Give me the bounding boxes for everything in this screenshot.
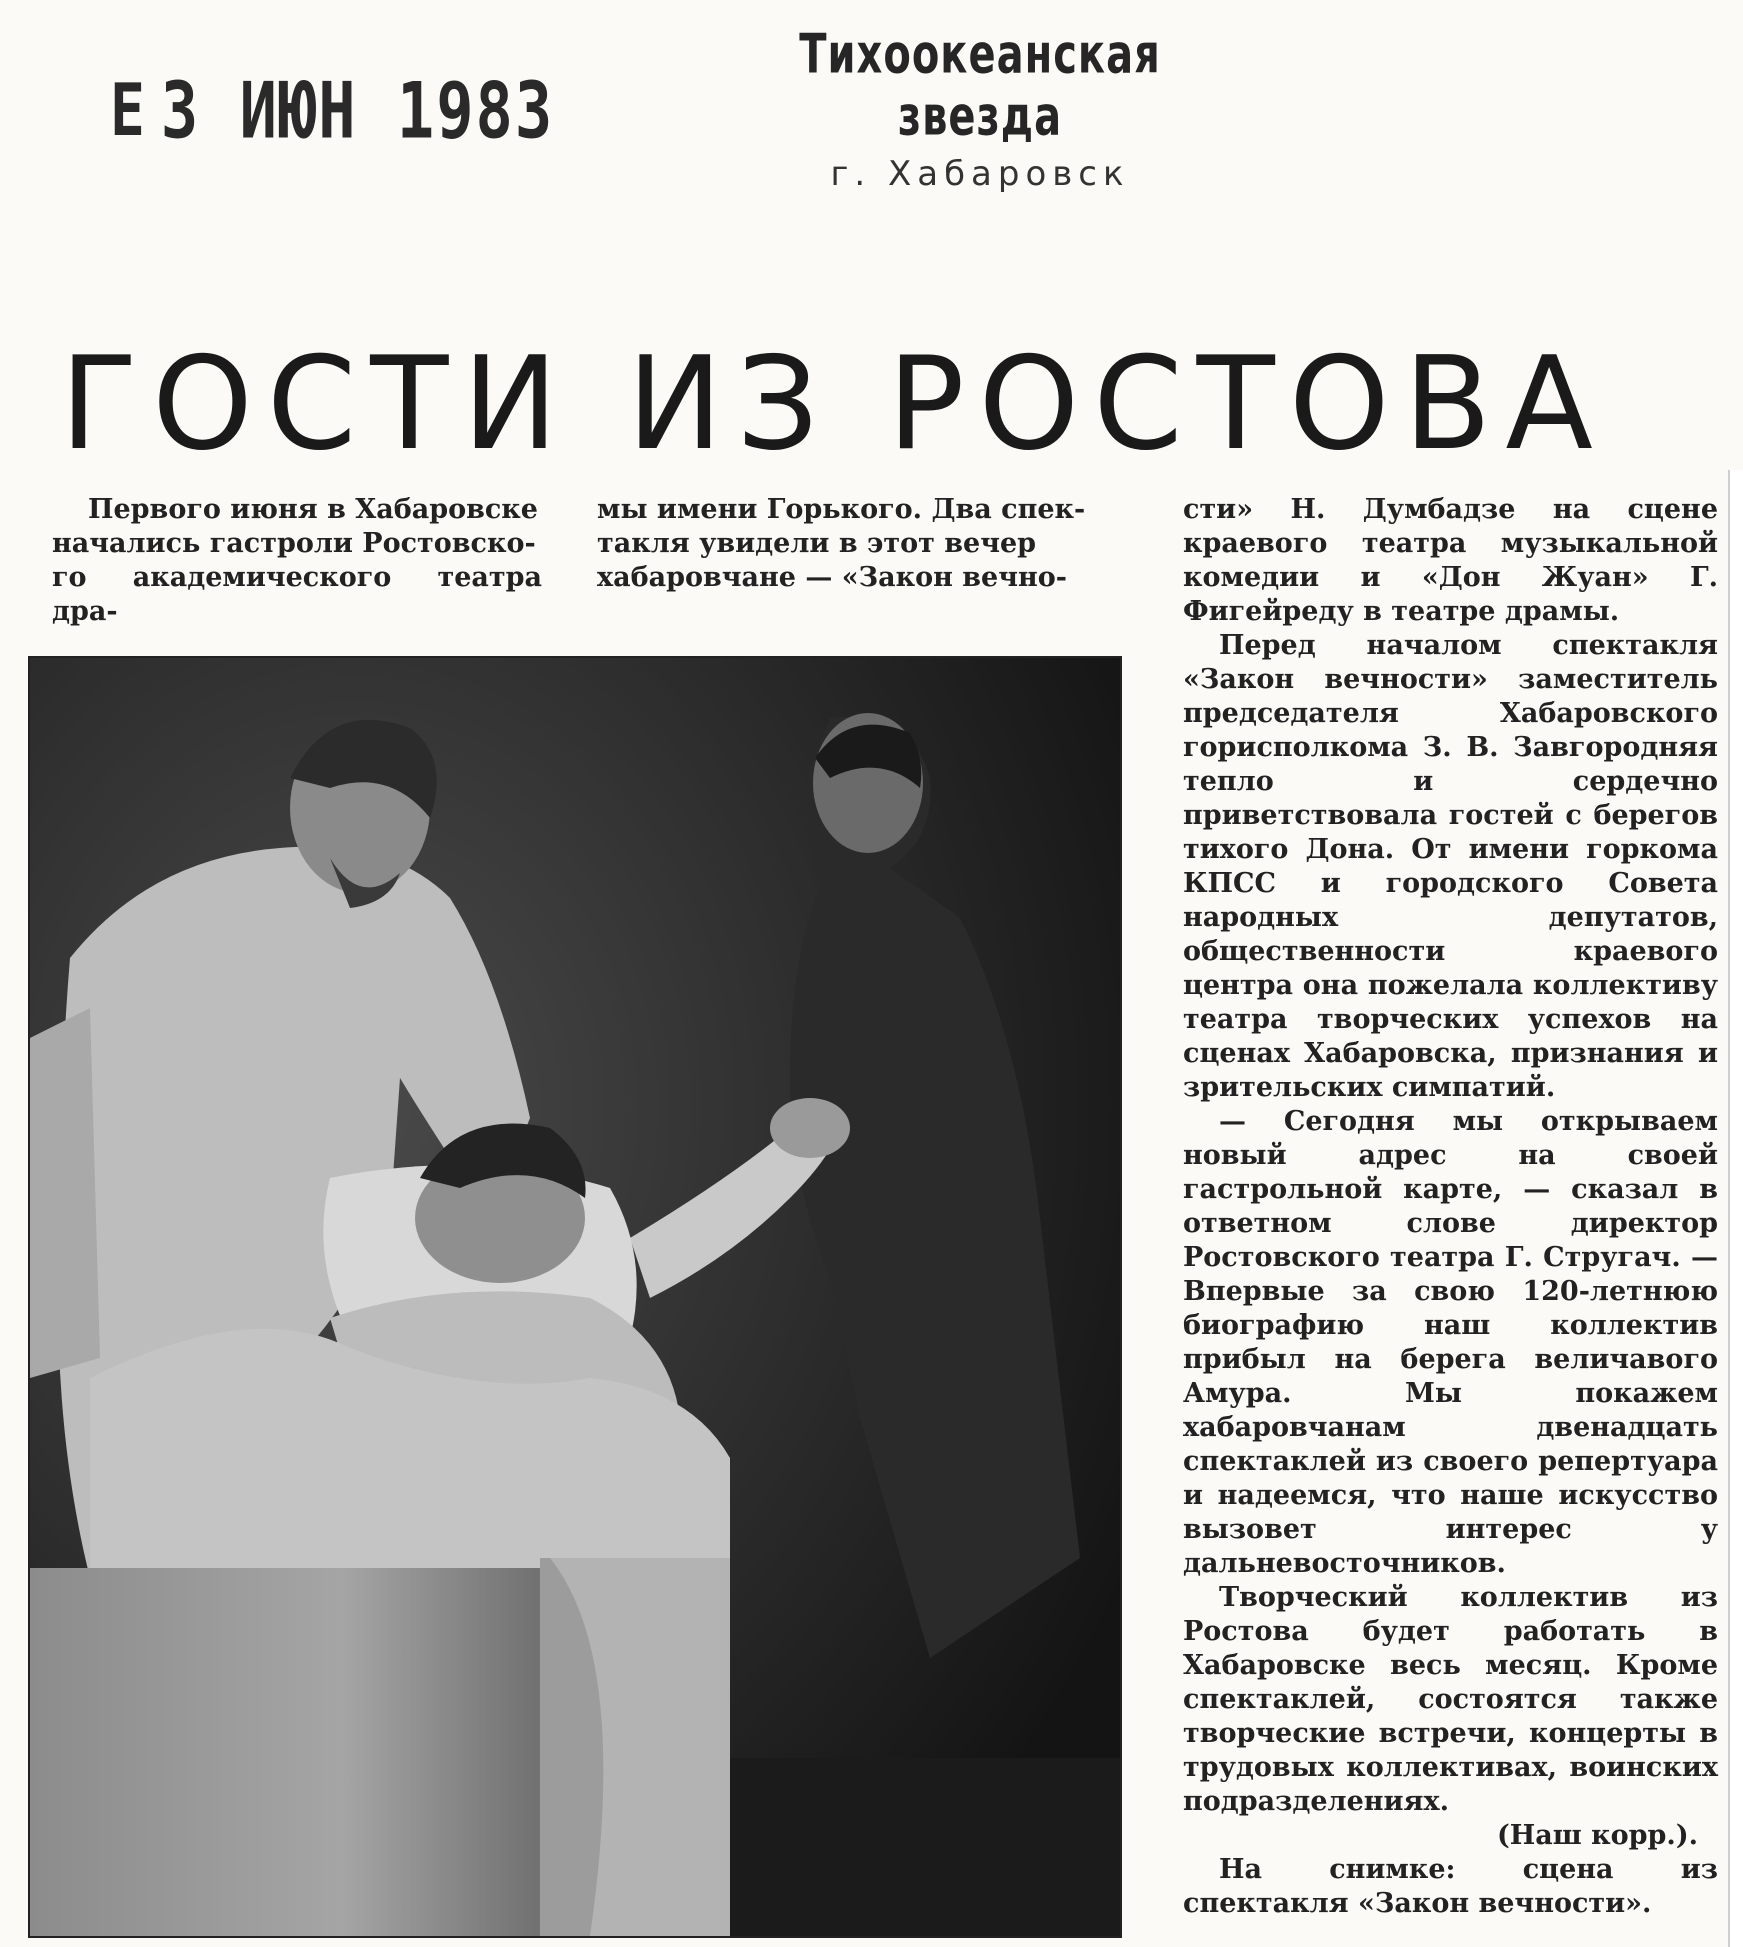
text-line: такля увидели в этот вечер — [597, 528, 1037, 559]
paragraph: сти» Н. Думбадзе на сцене краевого театра музыкальной комедии и «Дон Жуан» Г. Фигейреду в театре драмы. — [1183, 494, 1718, 627]
article-column-2 — [597, 493, 1129, 595]
signature: (Наш корр.). — [1496, 1820, 1698, 1851]
masthead — [720, 23, 1240, 194]
text-line: начались гастроли Ростовско- — [52, 528, 536, 559]
text-line: го академического театра дра- — [52, 562, 542, 627]
paragraph: Перед началом спектакля «Закон вечности» заместитель председателя Хабаровского горисполкома З. В. Завгородняя тепло и сердечно приветствовала гостей с берегов тихого Дона. От имени горкома КПСС и городского Совета народных депутатов, общественности краевого центра она пожелала коллективу театра творческих успехов на сценах Хабаровска, признания и зрительских симпатий. — [1183, 630, 1718, 1103]
text-line: Первого июня в Хабаровске — [88, 494, 538, 525]
paper-edge — [1728, 470, 1743, 1947]
text-line: мы имени Горького. Два спек- — [597, 494, 1086, 525]
photo-caption: На снимке: сцена из спектакля «Закон вечности». — [1183, 1854, 1718, 1919]
article-column-3 — [1183, 493, 1718, 1921]
stage-photo-image — [30, 658, 1120, 1936]
article-column-1 — [52, 493, 542, 629]
text-line: хабаровчане — «Закон вечно- — [597, 562, 1067, 593]
newspaper-city: г. Хабаровск — [830, 154, 1130, 194]
stamp-date: 3 ИЮН 1983 — [160, 64, 555, 156]
paragraph: — Сегодня мы открываем новый адрес на своей гастрольной карте, — сказал в ответном слове директор Ростовского театра Г. Стругач. — Впервые за свою 120-летнюю биографию наш коллектив прибыл на берега величавого Амура. Мы покажем хабаровчанам двенадцать спектаклей из своего репертуара и надеемся, что наше искусство вызовет интерес у дальневосточников. — [1183, 1106, 1718, 1579]
stamp-mark: Е — [110, 67, 143, 153]
date-stamp — [110, 41, 554, 179]
article-headline: ГОСТИ ИЗ РОСТОВА — [60, 330, 1607, 479]
newspaper-name: Тихоокеанская звезда — [799, 23, 1161, 149]
stage-photo — [28, 656, 1122, 1938]
paragraph: Творческий коллектив из Ростова будет работать в Хабаровске весь месяц. Кроме спектаклей, состоятся также творческие встречи, концерты в трудовых коллективах, воинских подразделениях. — [1183, 1582, 1718, 1817]
